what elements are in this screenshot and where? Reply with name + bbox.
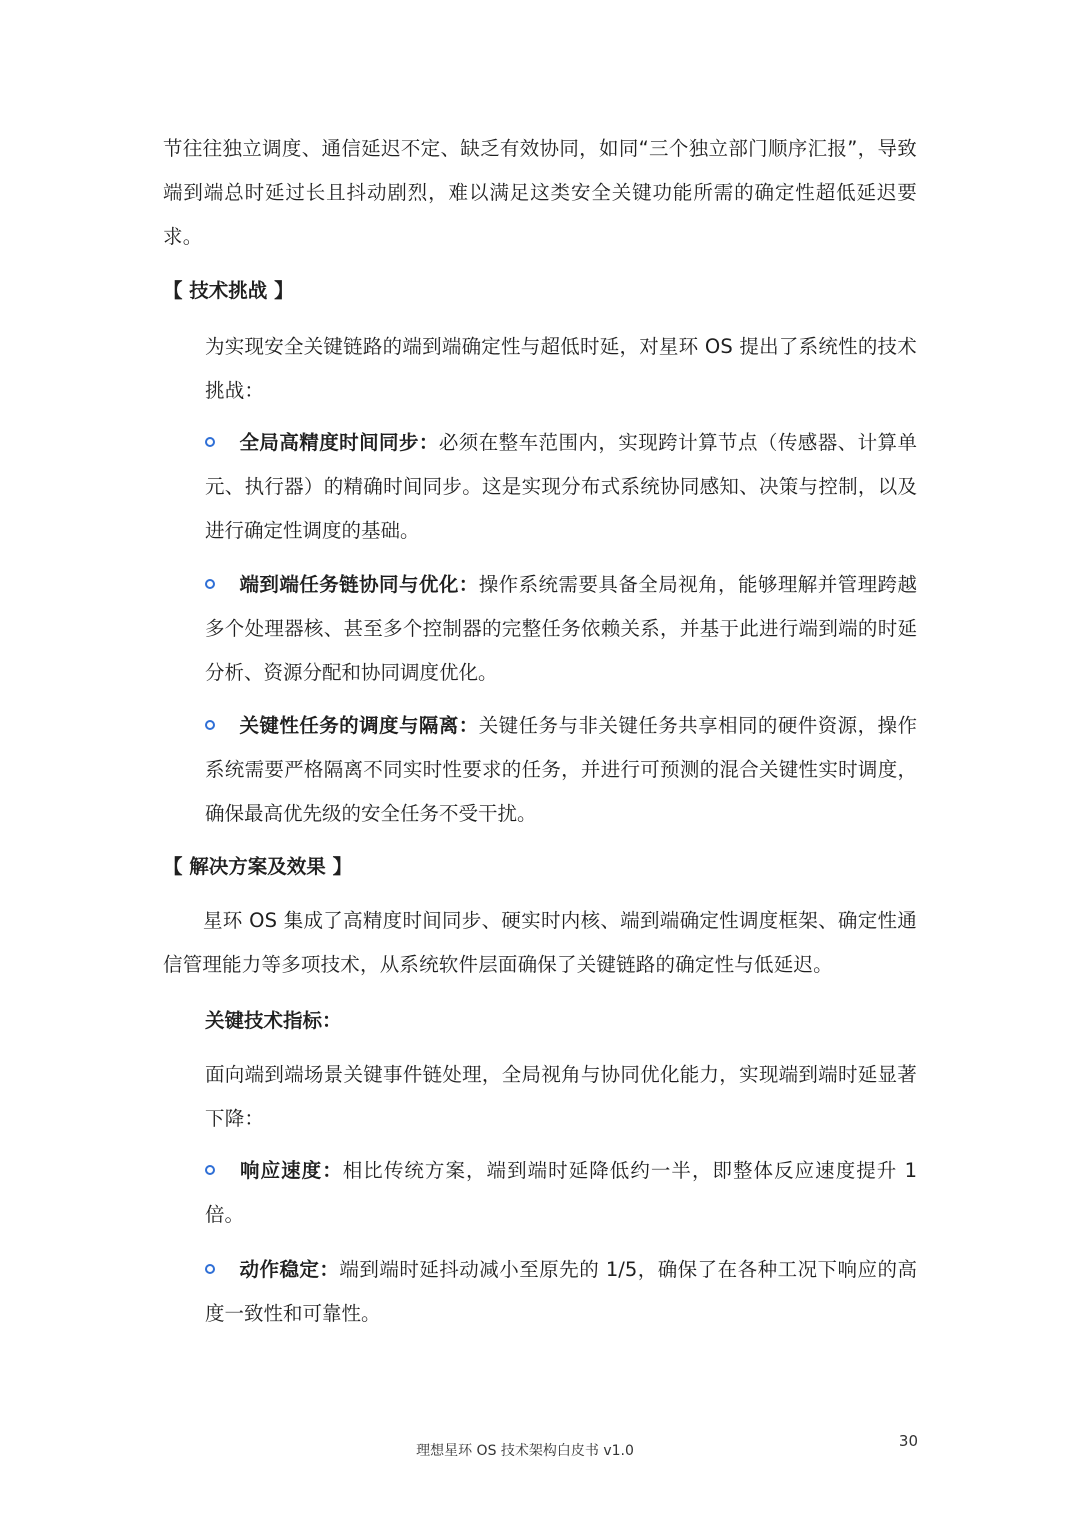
challenge-item-text: 关键任务与非关键任务共享相同的硬件资源，操作系统需要严格隔离不同实时性要求的任务，并进行可预测的混合关键性实时调度，确保最高优先级的安全任务不受干扰。 (205, 714, 917, 825)
metric-item-stability (205, 1248, 917, 1336)
page-number: 30 (898, 1432, 918, 1450)
metric-item-text: 相比传统方案，端到端时延降低约一半，即整体反应速度提升 1 倍。 (205, 1159, 917, 1226)
metric-item-response-speed (205, 1149, 917, 1237)
bullet-circle-icon (205, 579, 215, 589)
bullet-circle-icon (205, 437, 215, 447)
bullet-circle-icon (205, 1165, 215, 1175)
challenge-item-text: 必须在整车范围内，实现跨计算节点（传感器、计算单元、执行器）的精确时间同步。这是实现分布式系统协同感知、决策与控制，以及进行确定性调度的基础。 (205, 431, 917, 542)
bullet-circle-icon (205, 1264, 215, 1274)
metric-item-title: 响应速度： (239, 1159, 343, 1182)
challenge-item-title: 关键性任务的调度与隔离： (239, 714, 479, 737)
metrics-lead: 面向端到端场景关键事件链处理，全局视角与协同优化能力，实现端到端时延显著下降： (205, 1063, 917, 1130)
challenge-item-isolation (205, 704, 917, 836)
solution-paragraph: 星环 OS 集成了高精度时间同步、硬实时内核、端到端确定性调度框架、确定性通信管理能力等多项技术，从系统软件层面确保了关键链路的确定性与低延迟。 (163, 909, 917, 976)
footer-document-title: 理想星环 OS 技术架构白皮书 v1.0 (416, 1443, 634, 1459)
challenge-item-task-chain (205, 563, 917, 695)
intro-paragraph: 节往往独立调度、通信延迟不定、缺乏有效协同，如同“三个独立部门顺序汇报”，导致端到端总时延过长且抖动剧烈，难以满足这类安全关键功能所需的确定性超低延迟要求。 (163, 137, 917, 248)
metrics-heading: 关键技术指标： (205, 1009, 342, 1032)
solution-heading: 【 解决方案及效果 】 (163, 855, 353, 878)
bullet-circle-icon (205, 720, 215, 730)
challenge-item-time-sync (205, 421, 917, 553)
challenge-item-text: 操作系统需要具备全局视角，能够理解并管理跨越多个处理器核、甚至多个控制器的完整任务依赖关系，并基于此进行端到端的时延分析、资源分配和协同调度优化。 (205, 573, 917, 684)
metric-item-title: 动作稳定： (239, 1258, 340, 1281)
challenges-lead: 为实现安全关键链路的端到端确定性与超低时延，对星环 OS 提出了系统性的技术挑战： (205, 335, 917, 402)
challenges-heading: 【 技术挑战 】 (163, 279, 294, 302)
challenge-item-title: 全局高精度时间同步： (239, 431, 439, 454)
metric-item-text: 端到端时延抖动减小至原先的 1/5，确保了在各种工况下响应的高度一致性和可靠性。 (205, 1258, 917, 1325)
challenge-item-title: 端到端任务链协同与优化： (239, 573, 479, 596)
